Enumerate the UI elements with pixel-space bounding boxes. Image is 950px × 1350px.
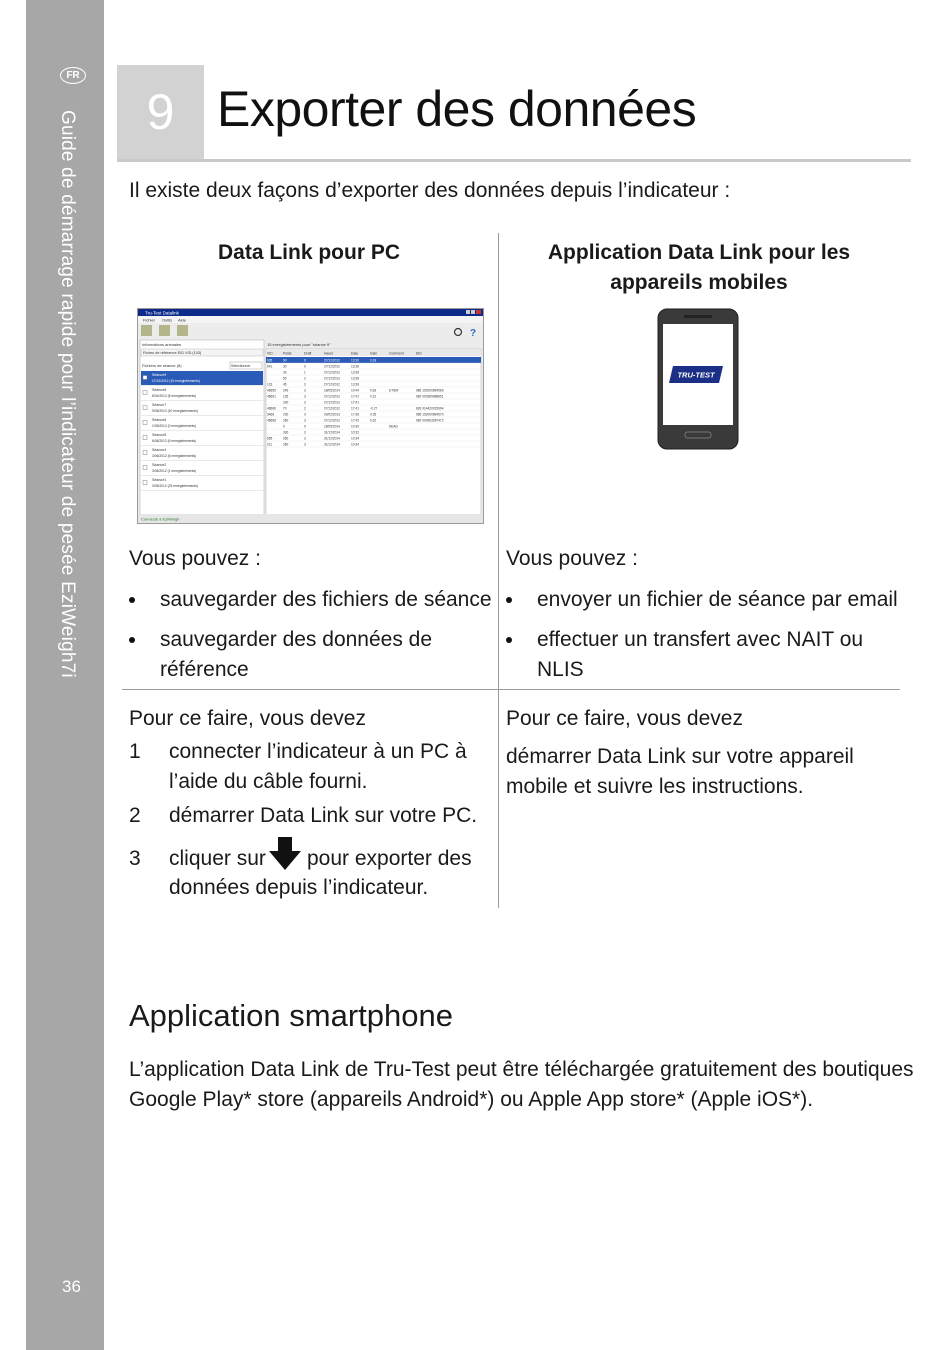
table-cell: 27/12/2012 bbox=[324, 394, 340, 399]
right-bullet-2-cont: NLIS bbox=[537, 658, 584, 681]
table-cell: 0 bbox=[304, 424, 306, 429]
table-cell: 0 bbox=[304, 364, 306, 369]
table-cell: -0.27 bbox=[370, 406, 378, 411]
table-cell: 13:36 bbox=[351, 358, 359, 363]
table-cell: 3 bbox=[304, 430, 306, 435]
table-cell: 10:34 bbox=[351, 436, 359, 441]
status-bar: Connecté à EziWeigh bbox=[141, 516, 180, 522]
table-cell: 982 000363287472 bbox=[416, 418, 444, 423]
section-title: Application smartphone bbox=[129, 998, 453, 1033]
step-number: 1 bbox=[129, 740, 141, 763]
table-cell: 10:32 bbox=[351, 430, 359, 435]
table-cell: 17:41 bbox=[351, 394, 359, 399]
column-header: VID bbox=[267, 351, 273, 356]
chapter-rule bbox=[117, 159, 911, 162]
table-cell: 30 bbox=[283, 364, 287, 369]
table-cell: 1 bbox=[304, 370, 306, 375]
table-cell: 27/12/2012 bbox=[324, 376, 340, 381]
right-column-heading bbox=[507, 238, 891, 298]
left-bullet-1: sauvegarder des fichiers de séance bbox=[160, 588, 492, 611]
table-cell: 0 bbox=[283, 424, 285, 429]
bullet bbox=[506, 597, 512, 603]
table-cell: 3466 bbox=[267, 412, 275, 417]
table-cell: 17:42 bbox=[351, 418, 359, 423]
window-title: Tru-Test Datalink bbox=[145, 310, 179, 316]
table-cell: 70 bbox=[283, 406, 287, 411]
table-cell: 3 bbox=[304, 400, 306, 405]
table-cell: 260 bbox=[283, 436, 289, 441]
sidebar-title: Guide de démarrage rapide pour l’indicateur de pesée EziWeigh7i bbox=[57, 110, 78, 678]
session-info: 3/05/2012 (25 enregistrements) bbox=[152, 484, 199, 488]
right-bullet-1: envoyer un fichier de séance par email bbox=[537, 588, 898, 611]
download-arrow-icon bbox=[268, 836, 302, 872]
animal-info-label: Informations animales bbox=[142, 342, 182, 347]
table-cell: 826 014420015694 bbox=[416, 406, 444, 411]
step-2-line-1: démarrer Data Link sur votre PC. bbox=[169, 804, 478, 827]
right-howto-line-1: démarrer Data Link sur votre appareil bbox=[506, 745, 854, 768]
table-cell: 30 bbox=[283, 370, 287, 375]
bullet bbox=[129, 637, 135, 643]
step-1-line-1: connecter l’indicateur à un PC à bbox=[169, 740, 467, 763]
session-name: Séance2 bbox=[152, 463, 167, 467]
table-cell: 27/12/2012 bbox=[324, 364, 340, 369]
table-cell: 0.31 bbox=[370, 394, 377, 399]
close-icon bbox=[476, 310, 481, 314]
session-info: 8/04/2012 (8 enregistrements) bbox=[152, 394, 197, 398]
table-cell: 3 bbox=[304, 442, 306, 447]
chapter-number: 9 bbox=[117, 65, 204, 159]
step-3-line-2: données depuis l’indicateur. bbox=[169, 876, 429, 899]
left-can-label: Vous pouvez : bbox=[129, 547, 261, 570]
table-cell: 0.18 bbox=[370, 358, 377, 363]
table-cell: 13:38 bbox=[351, 376, 359, 381]
table-cell: ETIER bbox=[389, 388, 399, 393]
menu-outils: Outils bbox=[162, 317, 173, 323]
session-name: Séance1 bbox=[152, 478, 167, 482]
column-header: Gain bbox=[370, 351, 378, 356]
toolbar-icon bbox=[159, 325, 170, 336]
bullet bbox=[506, 637, 512, 643]
table-cell: 982 000365988851 bbox=[416, 394, 444, 399]
bullet bbox=[129, 597, 135, 603]
table-cell: 50 bbox=[283, 376, 287, 381]
session-info: 9/05/2012 (40 enregistrements) bbox=[152, 409, 199, 413]
session-info: 1/05/2012 (0 enregistrements) bbox=[152, 424, 197, 428]
menu-aide: Aide bbox=[178, 317, 187, 323]
reference-file: Fiches de référence EID VID (103) bbox=[143, 351, 202, 355]
datalink-window bbox=[138, 309, 483, 523]
table-cell: 985 152000894570 bbox=[416, 412, 444, 417]
table-cell: 27/12/2012 bbox=[324, 400, 340, 405]
column-divider bbox=[498, 233, 499, 908]
table-cell: 17:41 bbox=[351, 400, 359, 405]
right-heading-line: Application Data Link pour les bbox=[547, 241, 851, 264]
table-cell: 46666 bbox=[267, 406, 276, 411]
table-cell: 31/12/2014 bbox=[324, 442, 340, 447]
table-row bbox=[266, 357, 481, 363]
table-cell: 46659 bbox=[267, 388, 276, 393]
table-cell: 211 bbox=[267, 442, 273, 447]
session-name: Séance7 bbox=[152, 403, 167, 407]
table-cell: 3 bbox=[304, 436, 306, 441]
table-cell: 46661 bbox=[267, 394, 276, 399]
left-howto-label: Pour ce faire, vous devez bbox=[129, 707, 366, 730]
table-cell: DEAD bbox=[389, 424, 398, 429]
column-header: Poids bbox=[283, 351, 292, 356]
sessions-label: Fichiers de séance (8) bbox=[142, 363, 182, 368]
column-header: EID bbox=[416, 351, 422, 356]
step-3-post: pour exporter des bbox=[307, 847, 472, 870]
records-label: 15 enregistrements pour "séance 9" bbox=[267, 342, 331, 347]
table-cell: 2 bbox=[304, 376, 306, 381]
toolbar-icon bbox=[177, 325, 188, 336]
table-cell: 655 bbox=[267, 436, 273, 441]
table-cell: 3 bbox=[304, 382, 306, 387]
step-3-pre: cliquer sur bbox=[169, 847, 266, 870]
column-header: Draft bbox=[304, 351, 312, 356]
table-cell: 27/12/2012 bbox=[324, 382, 340, 387]
table-cell: 260 bbox=[283, 418, 289, 423]
right-howto-label: Pour ce faire, vous devez bbox=[506, 707, 743, 730]
table-cell: 135 bbox=[283, 394, 289, 399]
table-cell: 330 bbox=[283, 430, 289, 435]
smartphone-image bbox=[657, 308, 739, 450]
table-cell: 230 bbox=[283, 400, 289, 405]
column-header: Comment bbox=[389, 351, 404, 356]
table-cell: 27/12/2012 bbox=[324, 406, 340, 411]
left-bullet-2-cont: référence bbox=[160, 658, 249, 681]
table-cell: 3 bbox=[304, 418, 306, 423]
language-badge: FR bbox=[60, 67, 86, 84]
table-cell: 123 bbox=[267, 382, 273, 387]
session-info: 27/12/2012 (15 enregistrements) bbox=[152, 379, 200, 383]
chapter-title: Exporter des données bbox=[217, 81, 697, 137]
table-cell: 3 bbox=[304, 412, 306, 417]
table-cell: 2 bbox=[304, 406, 306, 411]
table-cell: 0.35 bbox=[370, 412, 377, 417]
table-cell: 03/02/2013 bbox=[324, 412, 340, 417]
table-cell: 45 bbox=[283, 382, 287, 387]
step-1-line-2: l’aide du câble fourni. bbox=[169, 770, 368, 793]
table-cell: 985 152000894569 bbox=[416, 388, 444, 393]
toolbar-icon bbox=[141, 325, 152, 336]
table-cell: 10:34 bbox=[351, 442, 359, 447]
table-cell: 46668 bbox=[267, 418, 276, 423]
help-icon: ? bbox=[470, 328, 477, 339]
phone-logo-text: TRU-TEST bbox=[677, 370, 715, 380]
table-cell: 0.63 bbox=[370, 388, 377, 393]
table-cell: 31/12/2014 bbox=[324, 430, 340, 435]
table-cell: 13:36 bbox=[351, 382, 359, 387]
table-cell: 3 bbox=[304, 394, 306, 399]
left-column-heading: Data Link pour PC bbox=[217, 241, 401, 264]
table-cell: 635 bbox=[267, 358, 273, 363]
session-name: Séance4 bbox=[152, 448, 167, 452]
table-cell: 31/12/2014 bbox=[324, 436, 340, 441]
page-number: 36 bbox=[62, 1277, 81, 1296]
menu-fichier: Fichier bbox=[143, 317, 156, 323]
app-paragraph-line-1: L’application Data Link de Tru-Test peut être téléchargée gratuitement des boutiques bbox=[129, 1058, 914, 1081]
step-number: 3 bbox=[129, 847, 141, 870]
settings-icon bbox=[455, 329, 462, 336]
table-cell: 0 bbox=[304, 358, 306, 363]
table-cell: 641 bbox=[267, 364, 273, 369]
table-cell: 13:36 bbox=[351, 370, 359, 375]
table-cell: 27/12/2012 bbox=[324, 370, 340, 375]
session-name: Séance9 bbox=[152, 373, 167, 377]
table-cell: 27/12/2012 bbox=[324, 358, 340, 363]
app-paragraph-line-2: Google Play* store (appareils Android*) ou Apple App store* (Apple iOS*). bbox=[129, 1088, 814, 1111]
session-name: Séance6 bbox=[152, 418, 167, 422]
right-can-label: Vous pouvez : bbox=[506, 547, 638, 570]
session-name: Séance8 bbox=[152, 388, 167, 392]
table-cell: 0.62 bbox=[370, 418, 377, 423]
table-cell: 17:41 bbox=[351, 406, 359, 411]
session-info: 3/06/2012 (1 enregistrements) bbox=[152, 469, 197, 473]
right-howto-line-2: mobile et suivre les instructions. bbox=[506, 775, 804, 798]
right-bullet-2: effectuer un transfert avec NAIT ou bbox=[537, 628, 864, 651]
column-header: Date bbox=[351, 351, 359, 356]
table-cell: 90 bbox=[283, 358, 287, 363]
table-cell: 13:38 bbox=[351, 364, 359, 369]
session-info: 6/06/2012 (6 enregistrements) bbox=[152, 439, 197, 443]
table-cell: 10:30 bbox=[351, 424, 359, 429]
table-cell: 27/12/2012 bbox=[324, 418, 340, 423]
row-divider bbox=[122, 689, 900, 690]
intro-text: Il existe deux façons d’exporter des données depuis l’indicateur : bbox=[129, 179, 731, 202]
table-cell: 10:44 bbox=[351, 388, 359, 393]
datalink-pc-screenshot bbox=[137, 308, 484, 524]
table-cell: 230 bbox=[283, 412, 289, 417]
step-number: 2 bbox=[129, 804, 141, 827]
table-cell: 18/05/2014 bbox=[324, 388, 340, 393]
select-label: Sélectionner bbox=[231, 364, 251, 368]
session-item bbox=[141, 371, 263, 386]
column-header: Heure bbox=[324, 351, 334, 356]
table-cell: 249 bbox=[283, 388, 289, 393]
right-heading-line: appareils mobiles bbox=[610, 271, 788, 294]
session-name: Séance5 bbox=[152, 433, 167, 437]
table-cell: 17:36 bbox=[351, 412, 359, 417]
table-cell: 3 bbox=[304, 388, 306, 393]
table-cell: 18/05/2014 bbox=[324, 424, 340, 429]
left-bullet-2: sauvegarder des données de bbox=[160, 628, 433, 651]
session-info: 3/06/2012 (6 enregistrements) bbox=[152, 454, 197, 458]
table-cell: 260 bbox=[283, 442, 289, 447]
